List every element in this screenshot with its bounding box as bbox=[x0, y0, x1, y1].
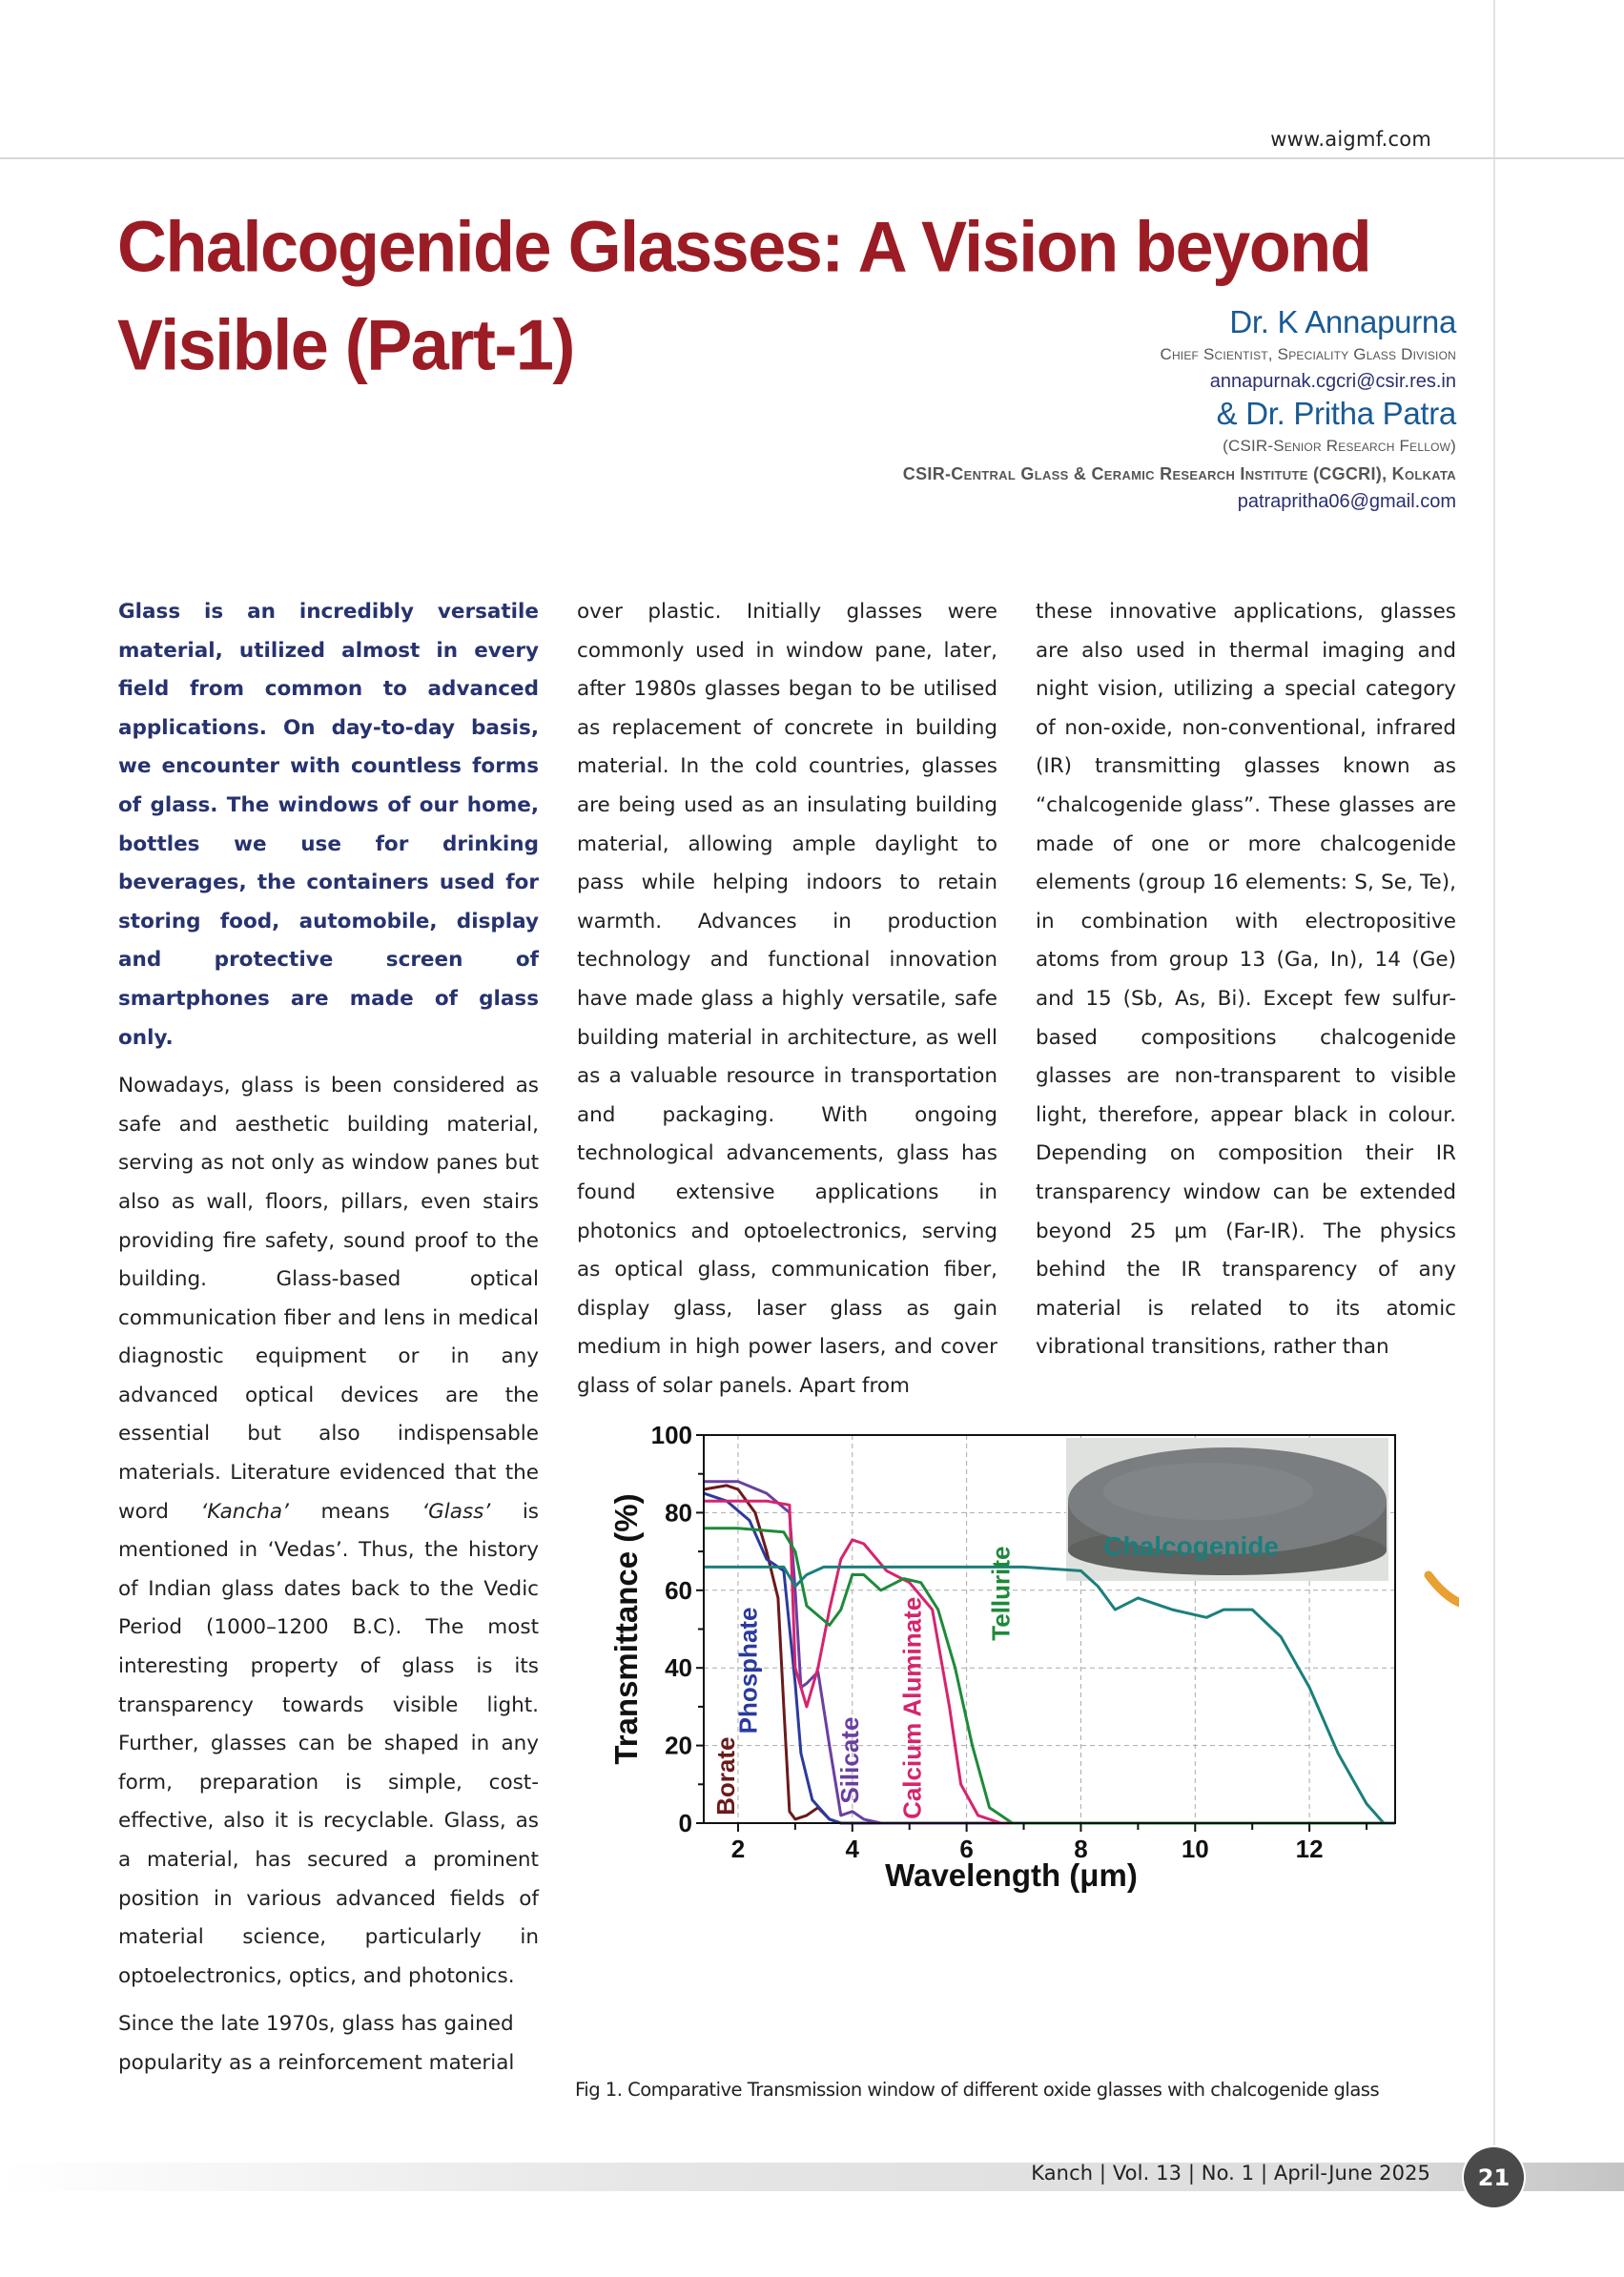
author-1-email[interactable]: annapurnak.cgcri@csir.res.in bbox=[1209, 371, 1456, 392]
page-number-badge: 21 bbox=[1464, 2147, 1524, 2207]
title-line-2: Visible (Part-1) bbox=[117, 305, 574, 386]
paragraph: over plastic. Initially glasses were commonly used in window pane, later, after 1980s glasses began to be utilised as replacement of concrete in building material. In the cold countries, glasses are being used as an insulating building material, allowing ample daylight to pass while helping indoors to retain warmth. Advances in production technology and functional innovation have made glass a highly versatile, safe building material in architecture, as well as a valuable resource in transportation and packaging. With ongoing technological advancements, glass has found extensive applications in photonics and optoelectronics, serving as optical glass, communication fiber, display glass, laser glass as gain medium in high power lasers, and cover glass of solar panels. Apart from bbox=[577, 600, 997, 1398]
body-column-1 bbox=[118, 593, 539, 2093]
series-label-borate: Borate bbox=[710, 1736, 740, 1815]
series-label-chalcogenide: Chalcogenide bbox=[1103, 1531, 1280, 1562]
journal-info: Kanch | Vol. 13 | No. 1 | April-June 2025 bbox=[1031, 2162, 1430, 2185]
series-label-calcium-aluminate: Calcium Aluminate bbox=[897, 1596, 927, 1819]
curved-arrow-icon bbox=[1429, 1575, 1459, 1606]
author-1-role: Chief Scientist, Speciality Glass Division bbox=[1160, 345, 1456, 363]
paragraph: these innovative applications, glasses are also used in thermal imaging and night vision, utilizing a special category of non-oxide, non-conventional, infrared (IR) transmitting glasses known as “chalcogenide glass”. These glasses are made of one or more chalcogenide elements (group 16 elements: S, Se, Te), in combination with electropositive atoms from group 13 (Ga, In), 14 (Ge) and 15 (Sb, As, Bi). Except few sulfur-based compositions chalcogenide glasses are non-transparent to visible light, therefore, appear black in colour. Depending on composition their IR transparency window can be extended beyond 25 μm (Far-IR). The physics behind the IR transparency of any material is related to its atomic vibrational transitions, rather than bbox=[1036, 600, 1456, 1360]
y-tick-label: 40 bbox=[665, 1653, 692, 1683]
y-tick-label: 20 bbox=[665, 1731, 692, 1760]
paragraph bbox=[118, 1067, 539, 1996]
header-rule bbox=[0, 157, 1624, 159]
right-margin-rule bbox=[1493, 0, 1495, 2184]
x-tick-label: 6 bbox=[959, 1835, 974, 1863]
italic-term-kancha: ‘Kancha’ bbox=[200, 1499, 289, 1524]
transmittance-chart bbox=[572, 1421, 1459, 2069]
paragraph-text: is mentioned in ‘Vedas’. Thus, the history of Indian glass dates back to the Vedic Period (1000–1200 B.C). The most interesting property of glass is its transparency towards visible light. Further, glasses can be shaped in any form, preparation is simple, cost-effective, also it is recyclable. Glass, as a material, has secured a prominent position in various advanced fields of material science, particularly in optoelectronics, optics, and photonics. bbox=[118, 1499, 539, 1988]
figure-caption: Fig 1. Comparative Transmission window of different oxide glasses with chalcogenide glass bbox=[575, 2079, 1380, 2101]
author-2-email[interactable]: patrapritha06@gmail.com bbox=[1237, 491, 1456, 512]
site-url[interactable]: www.aigmf.com bbox=[1270, 128, 1431, 151]
x-tick-label: 12 bbox=[1295, 1835, 1324, 1863]
title-line-1: Chalcogenide Glasses: A Vision beyond bbox=[117, 207, 1371, 288]
author-1-name: Dr. K Annapurna bbox=[1229, 304, 1456, 339]
lead-paragraph: Glass is an incredibly versatile material, utilized almost in every field from common to advanced applications. On day-to-day basis, we encounter with countless forms of glass. The windows of our home, bottles we use for drinking beverages, the containers used for storing food, automobile, display and protective screen of smartphones are made of glass only. bbox=[118, 600, 539, 1050]
disc-highlight bbox=[1103, 1463, 1313, 1520]
author-block bbox=[903, 303, 1456, 515]
x-axis-label: Wavelength (μm) bbox=[885, 1857, 1138, 1893]
series-label-tellurite: Tellurite bbox=[986, 1546, 1016, 1641]
y-tick-label: 80 bbox=[665, 1498, 692, 1528]
y-tick-label: 100 bbox=[650, 1421, 692, 1449]
x-tick-label: 10 bbox=[1181, 1835, 1209, 1863]
paragraph-text: means bbox=[288, 1499, 422, 1524]
series-label-silicate: Silicate bbox=[834, 1716, 864, 1804]
x-tick-label: 2 bbox=[730, 1835, 746, 1863]
italic-term-glass: ‘Glass’ bbox=[421, 1499, 491, 1524]
series-label-phosphate: Phosphate bbox=[733, 1607, 763, 1734]
y-axis-label: Transmittance (%) bbox=[608, 1493, 644, 1765]
paragraph: Since the late 1970s, glass has gained popularity as a reinforcement material bbox=[118, 2012, 515, 2075]
y-tick-label: 60 bbox=[665, 1575, 692, 1605]
author-2-institute: CSIR-Central Glass & Ceramic Research Institute (CGCRI), Kolkata bbox=[902, 464, 1456, 483]
body-column-3 bbox=[1036, 593, 1456, 1377]
chart-svg bbox=[572, 1421, 1459, 2069]
x-tick-label: 8 bbox=[1074, 1835, 1088, 1863]
x-tick-label: 4 bbox=[845, 1835, 860, 1863]
body-column-2 bbox=[577, 593, 997, 1415]
author-2-role: (CSIR-Senior Research Fellow) bbox=[1223, 437, 1456, 455]
y-tick-label: 0 bbox=[678, 1809, 692, 1837]
author-2-name: & Dr. Pritha Patra bbox=[1216, 396, 1456, 431]
paragraph-text: Nowadays, glass is been considered as safe and aesthetic building material, serving as not only as window panes but also as wall, floors, pillars, even stairs providing fire safety, sound proof to the building. Glass-based optical communication fiber and lens in medical diagnostic equipment or in any advanced optical devices are the essential but also indispensable materials. Literature evidenced that the word bbox=[118, 1074, 539, 1524]
